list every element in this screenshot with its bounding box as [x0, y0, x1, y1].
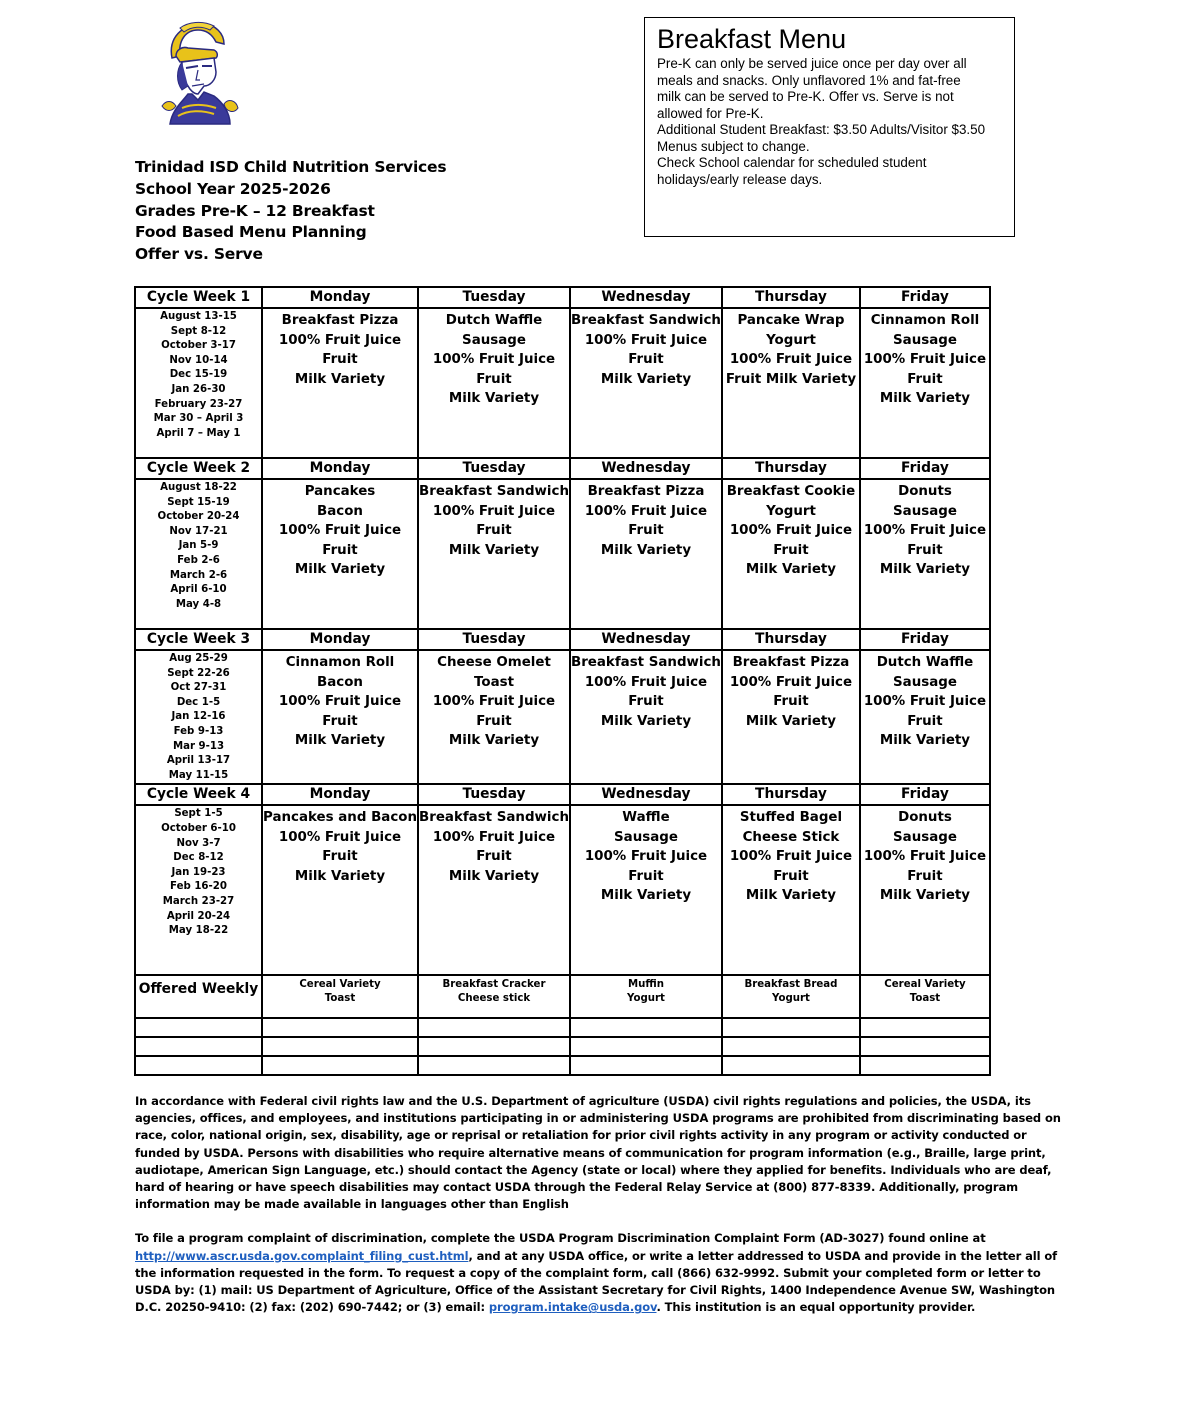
- date-range: August 13-15: [160, 311, 237, 322]
- empty-cell: [570, 1018, 722, 1037]
- complaint-text: To file a program complaint of discrimination, complete the USDA Program Discrimination Complaint Form (AD-3027) found online at: [135, 1231, 986, 1246]
- date-range: Feb 2-6: [177, 554, 220, 566]
- empty-cell: [418, 1037, 570, 1056]
- menu-item: Fruit: [773, 542, 809, 558]
- offered-weekly-cell: [418, 975, 570, 1018]
- date-range: Sept 8-12: [170, 325, 227, 337]
- menu-item: Sausage: [614, 829, 678, 845]
- header-line: Trinidad ISD Child Nutrition Services: [135, 158, 447, 176]
- day-header: Tuesday: [418, 629, 570, 650]
- menu-item: Milk Variety: [294, 562, 386, 577]
- date-range: Mar 30 – April 3: [153, 413, 244, 425]
- header-line: Grades Pre-K – 12 Breakfast: [135, 201, 375, 220]
- date-range: May 4-8: [175, 598, 222, 610]
- date-range: February 23-27: [154, 398, 243, 410]
- day-header: Thursday: [722, 458, 860, 479]
- date-range: April 20-24: [166, 910, 231, 922]
- empty-cell: [262, 1037, 418, 1056]
- menu-item: Sausage: [893, 332, 957, 348]
- trojan-mascot-logo: [158, 20, 240, 130]
- menu-item: Milk Variety: [745, 562, 837, 577]
- menu-item: 100% Fruit Juice: [584, 503, 708, 519]
- offered-item: Muffin: [627, 979, 664, 991]
- info-line: Pre-K can only be served juice once per day over all: [657, 56, 967, 71]
- day-header: Monday: [262, 784, 418, 805]
- menu-item: 100% Fruit Juice: [584, 332, 708, 348]
- usda-email-link[interactable]: program.intake@usda.gov: [488, 1300, 657, 1315]
- complaint-paragraph: [135, 1230, 1075, 1316]
- menu-item: Breakfast Sandwich: [571, 313, 721, 328]
- menu-item: Dutch Waffle: [876, 655, 974, 670]
- menu-item: 100% Fruit Juice: [432, 694, 556, 709]
- empty-row: [135, 1018, 990, 1037]
- date-range: Dec 15-19: [169, 369, 228, 381]
- cycle-week-menu-row: [135, 308, 990, 458]
- day-header: Thursday: [722, 784, 860, 805]
- offered-item: Toast: [324, 993, 356, 1005]
- date-range: Nov 3-7: [176, 837, 221, 849]
- cycle-week-label: Cycle Week 1: [135, 287, 262, 308]
- menu-item: Fruit: [907, 868, 943, 884]
- menu-item: Breakfast Pizza: [281, 313, 399, 328]
- menu-item: 100% Fruit Juice: [729, 352, 853, 367]
- menu-cell: [262, 650, 418, 784]
- date-range: Nov 10-14: [169, 354, 228, 366]
- menu-cell: [570, 479, 722, 629]
- menu-item: 100% Fruit Juice: [432, 829, 556, 845]
- nondiscrimination-statement: [135, 1093, 1075, 1316]
- empty-cell: [722, 1056, 860, 1075]
- info-line: Additional Student Breakfast: $3.50 Adults/Visitor $3.50: [657, 122, 986, 137]
- menu-item: 100% Fruit Juice: [432, 352, 556, 367]
- menu-item: Fruit: [773, 694, 809, 709]
- menu-item: Donuts: [898, 810, 952, 826]
- cycle-week-menu-row: [135, 479, 990, 629]
- date-range: Sept 15-19: [167, 496, 230, 508]
- date-range: Feb 16-20: [170, 881, 227, 893]
- empty-cell: [262, 1018, 418, 1037]
- date-range: March 2-6: [169, 569, 228, 581]
- offered-item: Yogurt: [772, 993, 810, 1005]
- date-range: March 23-27: [162, 895, 235, 907]
- menu-item: Breakfast Cookie: [726, 484, 856, 499]
- menu-item: Dutch Waffle: [445, 313, 543, 328]
- menu-item: Milk Variety: [448, 733, 540, 748]
- day-header: Monday: [262, 629, 418, 650]
- menu-item: Fruit: [628, 352, 664, 367]
- menu-item: Pancakes: [304, 484, 376, 499]
- menu-item: 100% Fruit Juice: [729, 849, 853, 865]
- menu-item: Milk Variety: [600, 371, 692, 387]
- menu-item: Fruit: [628, 523, 664, 538]
- cycle-dates: [135, 805, 262, 975]
- menu-item: Fruit Milk Variety: [725, 371, 857, 387]
- info-line: Check School calendar for scheduled student: [657, 155, 927, 170]
- day-header: Thursday: [722, 287, 860, 308]
- menu-item: 100% Fruit Juice: [432, 503, 556, 519]
- cycle-week-menu-row: [135, 805, 990, 975]
- menu-item: Fruit: [907, 713, 943, 729]
- menu-item: 100% Fruit Juice: [584, 849, 708, 865]
- info-line: meals and snacks. Only unflavored 1% and fat-free: [657, 72, 961, 88]
- menu-cell: [860, 650, 990, 784]
- menu-item: Milk Variety: [448, 542, 540, 558]
- info-line: allowed for Pre-K.: [657, 105, 764, 121]
- menu-item: 100% Fruit Juice: [729, 674, 853, 690]
- date-range: October 20-24: [157, 511, 240, 523]
- menu-item: Fruit: [773, 868, 809, 884]
- menu-cell: [262, 479, 418, 629]
- menu-item: Donuts: [898, 484, 952, 499]
- day-header: Tuesday: [418, 287, 570, 308]
- day-header: Thursday: [722, 629, 860, 650]
- menu-item: 100% Fruit Juice: [278, 523, 402, 538]
- menu-item: Milk Variety: [600, 542, 692, 558]
- day-header: Wednesday: [570, 287, 722, 308]
- cycle-week-header-row: [135, 629, 990, 650]
- date-range: Jan 5-9: [178, 540, 219, 552]
- empty-cell: [722, 1018, 860, 1037]
- menu-table: [134, 286, 991, 1076]
- menu-item: 100% Fruit Juice: [863, 849, 987, 865]
- menu-cell: [860, 805, 990, 975]
- header-line: Offer vs. Serve: [135, 245, 263, 264]
- menu-item: Milk Variety: [294, 733, 386, 748]
- date-range: Jan 26-30: [171, 383, 226, 395]
- menu-item: Fruit: [628, 868, 664, 884]
- menu-item: Fruit: [476, 371, 512, 387]
- menu-item: Sausage: [462, 332, 526, 348]
- date-range: Jan 19-23: [171, 866, 226, 878]
- menu-cell: [722, 650, 860, 784]
- cycle-week-header-row: [135, 458, 990, 479]
- cycle-dates: [135, 479, 262, 629]
- menu-item: Toast: [474, 674, 514, 690]
- empty-cell: [570, 1037, 722, 1056]
- menu-item: Yogurt: [766, 503, 816, 519]
- menu-item: Fruit: [476, 849, 512, 865]
- offered-weekly-cell: [860, 975, 990, 1018]
- menu-header: [135, 157, 446, 266]
- menu-cell: [722, 308, 860, 458]
- menu-cell: [418, 308, 570, 458]
- complaint-text: , and at any USDA office, or write a letter addressed to USDA and provide in the letter all of the information requested in the form. To request a copy of the complaint form, call (866) 632-9992. Submit your completed form or letter to USDA by: (1) mail: US Department of Agriculture, Office of the Assistant Secretary for Civil Rights, 1400 Independence Avenue SW, Washington D.C. 20250-9410: (2) fax: (202) 690-7442; or (3) email:: [135, 1248, 1058, 1315]
- menu-cell: [722, 805, 860, 975]
- menu-cell: [860, 479, 990, 629]
- menu-cell: [570, 308, 722, 458]
- empty-cell: [418, 1056, 570, 1075]
- menu-item: 100% Fruit Juice: [278, 332, 402, 348]
- menu-item: Pancakes and Bacon: [263, 810, 417, 826]
- menu-item: Breakfast Sandwich: [419, 484, 569, 499]
- day-header: Tuesday: [418, 784, 570, 805]
- day-header: Monday: [262, 287, 418, 308]
- complaint-text: . This institution is an equal opportunity provider.: [656, 1300, 976, 1315]
- menu-item: Pancake Wrap: [737, 313, 845, 328]
- day-header: Friday: [860, 458, 990, 479]
- cycle-week-label: Cycle Week 3: [135, 629, 262, 650]
- menu-item: Milk Variety: [879, 562, 971, 577]
- menu-item: Fruit: [322, 713, 358, 729]
- menu-item: Milk Variety: [745, 888, 837, 904]
- info-line: holidays/early release days.: [657, 171, 823, 187]
- cycle-week-label: Cycle Week 2: [135, 458, 262, 479]
- date-range: May 11-15: [168, 769, 229, 781]
- menu-item: 100% Fruit Juice: [278, 694, 402, 709]
- header-line: School Year 2025-2026: [135, 179, 331, 198]
- menu-item: Milk Variety: [294, 868, 386, 884]
- empty-cell: [570, 1056, 722, 1075]
- menu-item: Yogurt: [766, 332, 816, 348]
- date-range: April 13-17: [166, 755, 231, 767]
- menu-item: Sausage: [893, 503, 957, 519]
- menu-cell: [570, 805, 722, 975]
- menu-item: 100% Fruit Juice: [584, 674, 708, 690]
- date-range: Mar 9-13: [172, 740, 225, 752]
- menu-item: Breakfast Pizza: [732, 655, 850, 670]
- menu-item: Milk Variety: [294, 371, 386, 387]
- menu-item: Fruit: [322, 849, 358, 865]
- date-range: Oct 27-31: [170, 682, 227, 694]
- menu-item: Cinnamon Roll: [870, 313, 980, 328]
- menu-item: Cheese Stick: [742, 829, 840, 845]
- date-range: Feb 9-13: [173, 725, 224, 737]
- menu-item: Milk Variety: [448, 868, 540, 884]
- menu-cell: [262, 805, 418, 975]
- menu-item: Fruit: [628, 694, 664, 709]
- date-range: Aug 25-29: [169, 653, 228, 664]
- menu-cell: [418, 650, 570, 784]
- cycle-week-header-row: [135, 784, 990, 805]
- date-range: Sept 1-5: [174, 808, 223, 820]
- info-line: Menus subject to change.: [657, 138, 810, 154]
- empty-cell: [135, 1037, 262, 1056]
- menu-item: Cheese Omelet: [437, 655, 551, 670]
- date-range: Sept 22-26: [167, 667, 230, 679]
- menu-item: Sausage: [893, 674, 957, 690]
- offered-item: Cereal Variety: [884, 979, 966, 991]
- date-range: October 3-17: [161, 340, 236, 352]
- date-range: May 18-22: [168, 925, 229, 937]
- offered-item: Cheese stick: [457, 993, 531, 1005]
- offered-item: Toast: [909, 993, 941, 1005]
- info-line: milk can be served to Pre-K. Offer vs. Serve is not: [657, 89, 954, 104]
- breakfast-info-box: [644, 17, 1015, 237]
- day-header: Friday: [860, 287, 990, 308]
- menu-cell: [570, 650, 722, 784]
- cycle-week-menu-row: [135, 650, 990, 784]
- menu-cell: [418, 479, 570, 629]
- empty-cell: [135, 1018, 262, 1037]
- day-header: Tuesday: [418, 458, 570, 479]
- menu-item: Fruit: [322, 542, 358, 558]
- day-header: Monday: [262, 458, 418, 479]
- menu-item: Breakfast Sandwich: [571, 655, 721, 670]
- menu-item: Sausage: [893, 829, 957, 845]
- offered-item: Breakfast Cracker: [442, 979, 546, 991]
- date-range: August 18-22: [160, 482, 237, 493]
- info-box-title: Breakfast Menu: [657, 24, 847, 54]
- offered-weekly-row: [135, 975, 990, 1018]
- menu-cell: [418, 805, 570, 975]
- menu-item: Breakfast Sandwich: [419, 810, 569, 826]
- menu-item: Stuffed Bagel: [739, 810, 843, 826]
- menu-item: Milk Variety: [745, 713, 837, 729]
- empty-cell: [418, 1018, 570, 1037]
- menu-item: 100% Fruit Juice: [863, 352, 987, 367]
- menu-cell: [262, 308, 418, 458]
- menu-item: Breakfast Pizza: [587, 484, 705, 499]
- offered-weekly-cell: [262, 975, 418, 1018]
- offered-weekly-label: Offered Weekly: [135, 975, 262, 1018]
- empty-row: [135, 1056, 990, 1075]
- day-header: Wednesday: [570, 629, 722, 650]
- date-range: April 7 – May 1: [156, 427, 241, 439]
- menu-cell: [722, 479, 860, 629]
- cycle-dates: [135, 650, 262, 784]
- menu-item: Fruit: [322, 352, 358, 367]
- day-header: Wednesday: [570, 784, 722, 805]
- offered-weekly-cell: [570, 975, 722, 1018]
- day-header: Friday: [860, 784, 990, 805]
- offered-item: Yogurt: [627, 993, 665, 1005]
- cycle-week-header-row: [135, 287, 990, 308]
- empty-cell: [860, 1018, 990, 1037]
- offered-weekly-cell: [722, 975, 860, 1018]
- menu-cell: [860, 308, 990, 458]
- menu-item: Cinnamon Roll: [285, 655, 395, 670]
- day-header: Wednesday: [570, 458, 722, 479]
- date-range: April 6-10: [170, 584, 227, 596]
- date-range: Nov 17-21: [169, 525, 228, 537]
- cycle-dates: [135, 308, 262, 458]
- menu-item: 100% Fruit Juice: [278, 829, 402, 845]
- cycle-week-label: Cycle Week 4: [135, 784, 262, 805]
- menu-item: Fruit: [907, 542, 943, 558]
- menu-item: 100% Fruit Juice: [729, 523, 853, 538]
- offered-item: Breakfast Bread: [744, 979, 838, 991]
- menu-item: Fruit: [476, 713, 512, 729]
- civil-rights-paragraph: In accordance with Federal civil rights law and the U.S. Department of agriculture (USDA) civil rights regulations and policies, the USDA, its agencies, offices, and employees, and institutions participating in or administering USDA programs are prohibited from discriminating based on race, color, national origin, sex, disability, age or reprisal or retaliation for prior civil rights activity in any program or activity conducted or funded by USDA. Persons with disabilities who require alternative means of communication for program information (e.g., Braille, large print, audiotape, American Sign Language, etc.) should contact the Agency (state or local) where they applied for benefits. Individuals who are deaf, hard of hearing or have speech disabilities may contact USDA through the Federal Relay Service at (800) 877-8339. Additionally, program information may be made available in languages other than English: [135, 1094, 1061, 1212]
- day-header: Friday: [860, 629, 990, 650]
- menu-item: Fruit: [907, 371, 943, 387]
- menu-item: Milk Variety: [448, 391, 540, 406]
- empty-cell: [722, 1037, 860, 1056]
- menu-item: Milk Variety: [600, 888, 692, 904]
- empty-cell: [262, 1056, 418, 1075]
- offered-item: Cereal Variety: [299, 979, 381, 991]
- empty-row: [135, 1037, 990, 1056]
- info-box-text: [657, 56, 1002, 188]
- date-range: Dec 8-12: [173, 852, 224, 864]
- menu-item: Milk Variety: [600, 713, 692, 729]
- menu-item: Fruit: [476, 523, 512, 538]
- menu-item: Milk Variety: [879, 733, 971, 748]
- menu-item: 100% Fruit Juice: [863, 523, 987, 538]
- empty-cell: [860, 1056, 990, 1075]
- empty-cell: [860, 1037, 990, 1056]
- menu-item: Bacon: [317, 674, 363, 690]
- menu-item: Bacon: [317, 503, 363, 519]
- header-line: Food Based Menu Planning: [135, 223, 367, 242]
- menu-item: Waffle: [622, 810, 670, 826]
- menu-item: Milk Variety: [879, 391, 971, 406]
- date-range: Dec 1-5: [176, 696, 221, 708]
- complaint-form-link[interactable]: http://www.ascr.usda.gov.complaint_filing_cust.html: [135, 1248, 469, 1263]
- menu-item: Milk Variety: [879, 888, 971, 904]
- menu-item: 100% Fruit Juice: [863, 694, 987, 709]
- empty-cell: [135, 1056, 262, 1075]
- date-range: October 6-10: [161, 822, 236, 834]
- date-range: Jan 12-16: [171, 711, 226, 723]
